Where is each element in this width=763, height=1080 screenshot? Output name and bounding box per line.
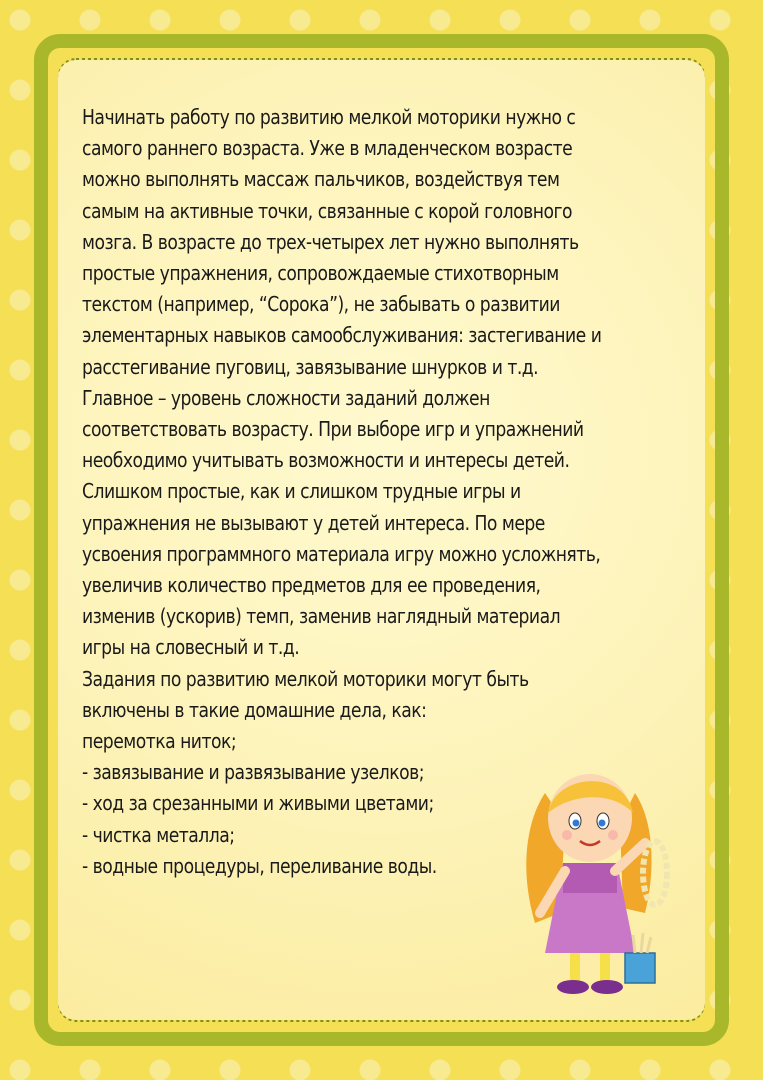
paragraph-intro: Начинать работу по развитию мелкой моторики нужно с самого раннего возраста. Уже в младенческом возрасте можно выполнять массаж пальчиков, воздействуя тем самым на активные точки, связанные с корой головного мозга. В возрасте до трех-четырех лет нужно выполнять простые упражнения, сопровождаемые стихотворным текстом (например, “Сорока”), не забывать о развитии элементарных навыков самообслуживания: застегивание и расстегивание пуговиц, завязывание шнурков и т.д. bbox=[82, 105, 602, 379]
list-item: - чистка металла; bbox=[82, 822, 235, 847]
paragraph-main: Главное – уровень сложности заданий должен соответствовать возрасту. При выборе игр и упражнений необходимо учитывать возможности и интересы детей. Слишком простые, как и слишком трудные игры и упражнения не вызывают у детей интереса. По мере усвоения программного материала игру можно усложнять, увеличив количество предметов для ее проведения, изменив (ускорив) темп, заменив наглядный материал игры на словесный и т.д. bbox=[82, 385, 601, 660]
list-item: - водные процедуры, переливание воды. bbox=[82, 853, 437, 878]
girl-illustration bbox=[505, 763, 685, 1008]
list-item: - ход за срезанными и живыми цветами; bbox=[82, 791, 434, 816]
paragraph-tasks: Задания по развитию мелкой моторики могут быть включены в такие домашние дела, как: bbox=[82, 666, 529, 722]
list-item: - завязывание и развязывание узелков; bbox=[82, 760, 424, 785]
list-item: перемотка ниток; bbox=[82, 729, 237, 754]
